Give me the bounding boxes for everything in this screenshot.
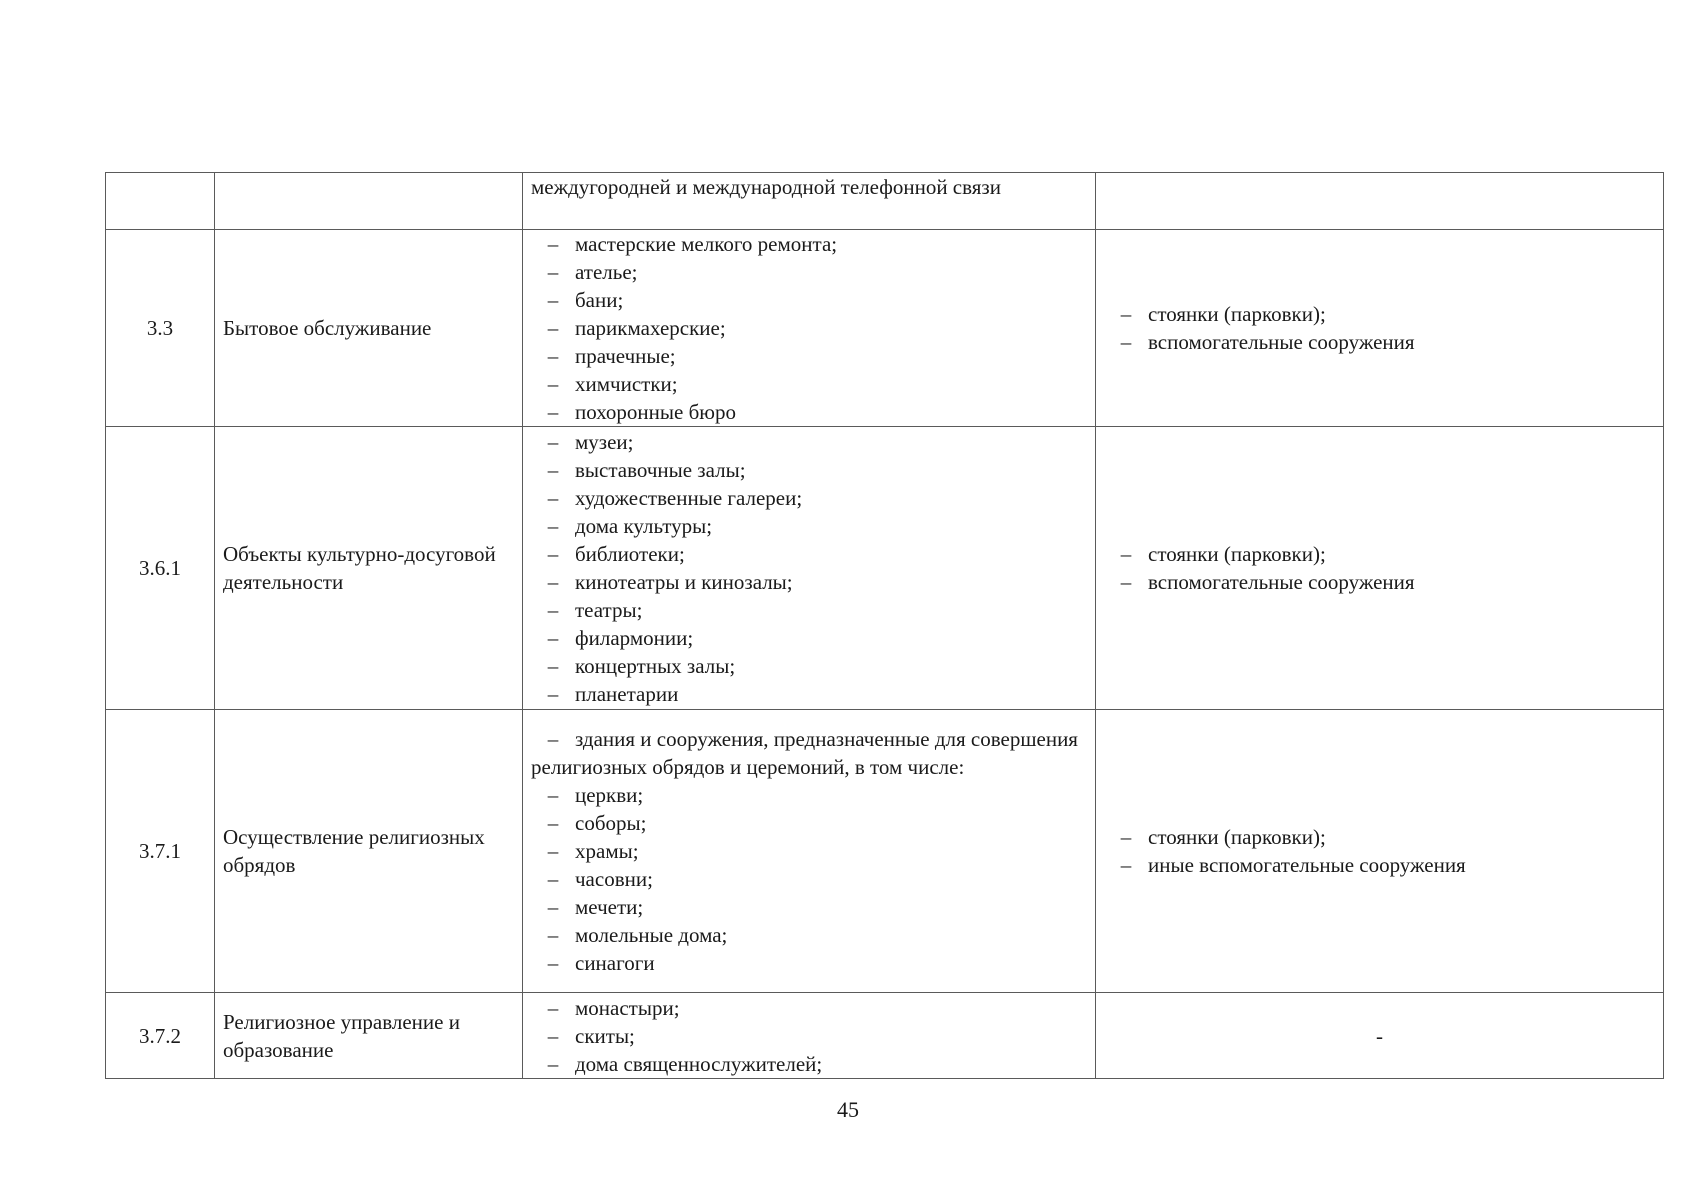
list-intro: – здания и сооружения, предназначенные для совершения религиозных обрядов и церемоний, в том числе: <box>531 727 1078 779</box>
dash-marker: – <box>547 682 559 706</box>
list-item: – вспомогательные сооружения <box>1104 568 1655 596</box>
dash-marker: – <box>547 598 559 622</box>
name-cell <box>215 173 523 230</box>
name-cell: Религиозное управление и образование <box>215 993 523 1079</box>
dash-marker: – <box>547 316 559 340</box>
list-item: – молельные дома; <box>531 921 1087 949</box>
dash-marker: – <box>547 867 559 891</box>
list-item: – филармонии; <box>531 624 1087 652</box>
list-item: – иные вспомогательные сооружения <box>1104 851 1655 879</box>
dash-marker: – <box>547 839 559 863</box>
dash-marker: – <box>547 923 559 947</box>
list-item: – стоянки (парковки); <box>1104 823 1655 851</box>
dash-marker: – <box>547 542 559 566</box>
list-item: – церкви; <box>531 781 1087 809</box>
list-item: – прачечные; <box>531 342 1087 370</box>
list-item: – синагоги <box>531 949 1087 977</box>
list-item: – храмы; <box>531 837 1087 865</box>
dash-marker: – <box>1120 302 1132 326</box>
list-item: – монастыри; <box>531 994 1087 1022</box>
list-item: – дома священнослужителей; <box>531 1050 1087 1078</box>
dash-marker: – <box>547 727 559 751</box>
list-item: – кинотеатры и кинозалы; <box>531 568 1087 596</box>
list-item: – парикмахерские; <box>531 314 1087 342</box>
list-item: – мечети; <box>531 893 1087 921</box>
list-item: – художественные галереи; <box>531 484 1087 512</box>
list-item: – концертных залы; <box>531 652 1087 680</box>
table-row <box>106 230 1664 427</box>
main-uses-cell <box>523 993 1096 1079</box>
land-use-table <box>105 172 1664 1079</box>
table-row <box>106 710 1664 993</box>
list-item: – вспомогательные сооружения <box>1104 328 1655 356</box>
dash-marker: – <box>547 895 559 919</box>
code-cell <box>106 173 215 230</box>
name-cell: Бытовое обслуживание <box>215 230 523 427</box>
list-item: – музеи; <box>531 428 1087 456</box>
dash-marker: – <box>547 344 559 368</box>
list-item: – выставочные залы; <box>531 456 1087 484</box>
list-item: – ателье; <box>531 258 1087 286</box>
dash-marker: – <box>1120 542 1132 566</box>
dash-marker: – <box>547 400 559 424</box>
list-item: – бани; <box>531 286 1087 314</box>
aux-uses-cell <box>1096 230 1664 427</box>
list-item: – мастерские мелкого ремонта; <box>531 230 1087 258</box>
dash-marker: – <box>1120 330 1132 354</box>
dash-marker: – <box>547 372 559 396</box>
aux-uses-cell <box>1096 710 1664 993</box>
table-row <box>106 173 1664 230</box>
list-item: – похоронные бюро <box>531 398 1087 426</box>
dash-marker: – <box>547 1051 559 1076</box>
list-item: – часовни; <box>531 865 1087 893</box>
code-cell: 3.6.1 <box>106 427 215 710</box>
dash-marker: – <box>547 626 559 650</box>
list-item: – химчистки; <box>531 370 1087 398</box>
list-item: – дома культуры; <box>531 512 1087 540</box>
dash-marker: – <box>1120 853 1132 877</box>
dash-marker: – <box>547 514 559 538</box>
dash-marker: – <box>547 1023 559 1048</box>
main-uses-cell <box>523 710 1096 993</box>
list-item: – планетарии <box>531 680 1087 708</box>
aux-uses-cell <box>1096 427 1664 710</box>
dash-marker: – <box>1120 570 1132 594</box>
code-cell: 3.3 <box>106 230 215 427</box>
main-uses-cell <box>523 230 1096 427</box>
main-uses-cell <box>523 427 1096 710</box>
aux-uses-cell <box>1096 173 1664 230</box>
dash-marker: – <box>547 570 559 594</box>
dash-marker: – <box>547 654 559 678</box>
dash-marker: – <box>547 995 559 1020</box>
dash-marker: – <box>547 430 559 454</box>
dash-marker: – <box>547 458 559 482</box>
dash-marker: – <box>547 486 559 510</box>
dash-marker: – <box>1120 825 1132 849</box>
name-cell: Объекты культурно-досуговой деятельности <box>215 427 523 710</box>
table-row <box>106 427 1664 710</box>
dash-marker: – <box>547 232 559 256</box>
code-cell: 3.7.2 <box>106 993 215 1079</box>
dash-marker: – <box>547 260 559 284</box>
page-number: 45 <box>837 1097 859 1122</box>
dash-marker: – <box>547 288 559 312</box>
list-item: – соборы; <box>531 809 1087 837</box>
list-item: – стоянки (парковки); <box>1104 540 1655 568</box>
list-item: – библиотеки; <box>531 540 1087 568</box>
continuation-text: междугородней и международной телефонной связи <box>531 175 1001 199</box>
list-item: – скиты; <box>531 1022 1087 1050</box>
list-item: – стоянки (парковки); <box>1104 300 1655 328</box>
dash-marker: – <box>547 811 559 835</box>
dash-marker: – <box>547 783 559 807</box>
list-item: – театры; <box>531 596 1087 624</box>
aux-uses-cell: - <box>1096 993 1664 1079</box>
dash-marker: – <box>547 951 559 975</box>
code-cell: 3.7.1 <box>106 710 215 993</box>
name-cell: Осуществление религиозных обрядов <box>215 710 523 993</box>
table-row <box>106 993 1664 1079</box>
main-uses-cell <box>523 173 1096 230</box>
